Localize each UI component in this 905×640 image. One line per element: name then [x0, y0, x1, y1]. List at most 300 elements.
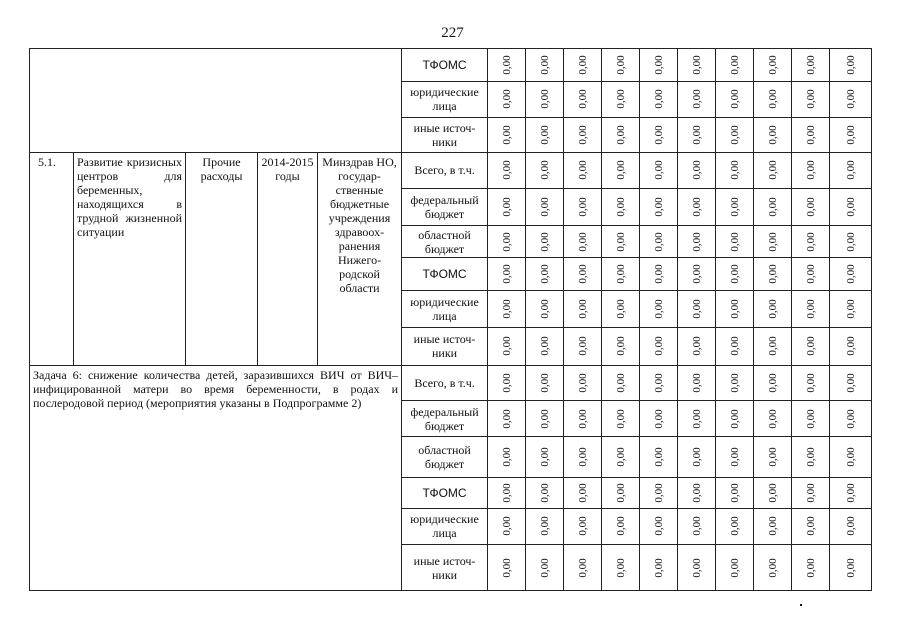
page-mark	[800, 604, 802, 606]
value-text: 0,00	[538, 516, 551, 536]
value-cell	[830, 290, 872, 327]
value-text: 0,00	[766, 89, 779, 109]
value-text: 0,00	[538, 125, 551, 145]
value-cell	[526, 81, 564, 118]
value-text: 0,00	[614, 264, 627, 284]
value-text: 0,00	[728, 373, 741, 393]
value-text: 0,00	[500, 232, 513, 252]
value-cell	[792, 152, 830, 189]
value-text: 0,00	[844, 160, 857, 181]
value-text: 0,00	[728, 232, 741, 252]
value-cell	[830, 400, 872, 437]
value-cell	[792, 545, 830, 591]
value-cell	[792, 478, 830, 509]
value-cell	[754, 437, 792, 478]
value-text: 0,00	[652, 373, 665, 393]
value-text: 0,00	[500, 55, 513, 75]
value-text: 0,00	[804, 516, 817, 536]
value-text: 0,00	[844, 55, 857, 75]
table-row	[30, 49, 872, 82]
value-cell	[716, 290, 754, 327]
value-cell	[640, 258, 678, 291]
value-text: 0,00	[804, 160, 817, 181]
value-text: 0,00	[538, 55, 551, 75]
value-text: 0,00	[614, 197, 627, 217]
value-cell	[526, 545, 564, 591]
value-text: 0,00	[804, 447, 817, 467]
funding-source-label: юридические лица	[402, 81, 488, 118]
activity-executor: Минздрав НО, государ-ственные бюджетные учреждения здравоох-ранения Нижего-родской области	[318, 152, 402, 365]
value-cell	[526, 437, 564, 478]
value-cell	[754, 327, 792, 366]
value-cell	[488, 327, 526, 366]
value-cell	[678, 545, 716, 591]
value-text: 0,00	[766, 264, 779, 284]
value-cell	[754, 366, 792, 401]
value-cell	[792, 327, 830, 366]
value-cell	[678, 258, 716, 291]
value-cell	[792, 437, 830, 478]
value-cell	[678, 508, 716, 545]
value-cell	[754, 258, 792, 291]
value-text: 0,00	[844, 447, 857, 467]
value-text: 0,00	[804, 197, 817, 217]
value-text: 0,00	[652, 125, 665, 145]
value-cell	[716, 545, 754, 591]
value-cell	[488, 545, 526, 591]
value-text: 0,00	[804, 89, 817, 109]
value-text: 0,00	[500, 373, 513, 393]
funding-source-label: юридические лица	[402, 290, 488, 327]
value-text: 0,00	[614, 336, 627, 356]
value-text: 0,00	[614, 516, 627, 536]
value-cell	[830, 225, 872, 258]
value-cell	[830, 189, 872, 226]
value-cell	[792, 81, 830, 118]
value-cell	[602, 225, 640, 258]
value-cell	[526, 118, 564, 153]
value-text: 0,00	[576, 336, 589, 356]
value-cell	[602, 366, 640, 401]
value-cell	[678, 189, 716, 226]
value-cell	[716, 225, 754, 258]
page-number: 227	[441, 25, 464, 41]
value-cell	[792, 225, 830, 258]
value-cell	[564, 189, 602, 226]
value-text: 0,00	[500, 125, 513, 145]
value-text: 0,00	[576, 264, 589, 284]
value-cell	[754, 118, 792, 153]
value-cell	[602, 478, 640, 509]
value-text: 0,00	[614, 483, 627, 503]
value-text: 0,00	[766, 336, 779, 356]
value-text: 0,00	[844, 89, 857, 109]
value-text: 0,00	[804, 232, 817, 252]
value-cell	[716, 189, 754, 226]
expense-type: Прочие расходы	[186, 152, 258, 365]
value-cell	[526, 508, 564, 545]
value-text: 0,00	[538, 89, 551, 109]
value-cell	[754, 81, 792, 118]
value-text: 0,00	[690, 89, 703, 109]
value-text: 0,00	[538, 557, 551, 578]
value-text: 0,00	[652, 557, 665, 578]
value-cell	[754, 545, 792, 591]
value-cell	[640, 545, 678, 591]
value-cell	[488, 189, 526, 226]
value-cell	[754, 152, 792, 189]
value-text: 0,00	[614, 447, 627, 467]
value-text: 0,00	[766, 483, 779, 503]
value-cell	[640, 189, 678, 226]
value-cell	[716, 366, 754, 401]
value-cell	[602, 508, 640, 545]
value-cell	[488, 225, 526, 258]
value-text: 0,00	[538, 336, 551, 356]
value-cell	[830, 118, 872, 153]
value-cell	[488, 437, 526, 478]
value-text: 0,00	[690, 408, 703, 429]
value-text: 0,00	[804, 408, 817, 429]
funding-source-label: ТФОМС	[402, 49, 488, 82]
value-text: 0,00	[844, 232, 857, 252]
value-text: 0,00	[728, 264, 741, 284]
value-text: 0,00	[766, 232, 779, 252]
value-cell	[488, 49, 526, 82]
value-cell	[526, 258, 564, 291]
value-text: 0,00	[690, 264, 703, 284]
value-text: 0,00	[728, 483, 741, 503]
value-text: 0,00	[652, 516, 665, 536]
value-text: 0,00	[690, 299, 703, 319]
value-cell	[640, 225, 678, 258]
value-text: 0,00	[728, 408, 741, 429]
value-text: 0,00	[766, 447, 779, 467]
value-cell	[792, 290, 830, 327]
value-cell	[716, 437, 754, 478]
value-text: 0,00	[804, 125, 817, 145]
value-cell	[488, 258, 526, 291]
value-text: 0,00	[728, 89, 741, 109]
value-text: 0,00	[538, 197, 551, 217]
value-cell	[564, 478, 602, 509]
value-text: 0,00	[538, 408, 551, 429]
value-text: 0,00	[844, 516, 857, 536]
value-text: 0,00	[576, 299, 589, 319]
value-text: 0,00	[804, 336, 817, 356]
value-cell	[716, 400, 754, 437]
value-text: 0,00	[576, 447, 589, 467]
value-cell	[488, 118, 526, 153]
value-cell	[792, 258, 830, 291]
value-text: 0,00	[500, 483, 513, 503]
value-cell	[564, 225, 602, 258]
value-cell	[564, 437, 602, 478]
value-text: 0,00	[652, 160, 665, 181]
activity-years: 2014-2015 годы	[258, 152, 318, 365]
value-text: 0,00	[652, 336, 665, 356]
value-cell	[488, 508, 526, 545]
value-cell	[526, 327, 564, 366]
value-cell	[716, 327, 754, 366]
funding-source-label: иные источ-ники	[402, 545, 488, 591]
value-cell	[602, 152, 640, 189]
value-cell	[678, 400, 716, 437]
value-text: 0,00	[728, 197, 741, 217]
value-text: 0,00	[766, 408, 779, 429]
value-text: 0,00	[844, 125, 857, 145]
value-text: 0,00	[614, 408, 627, 429]
continuation-cell	[30, 49, 402, 153]
value-cell	[754, 400, 792, 437]
value-text: 0,00	[614, 232, 627, 252]
value-text: 0,00	[690, 483, 703, 503]
task-6-description: Задача 6: снижение количества детей, заразившихся ВИЧ от ВИЧ–инфицированной матери во время беременности, в родах и послеродовой период (мероприятия указаны в Подпрограмме 2)	[30, 366, 402, 591]
value-cell	[754, 189, 792, 226]
value-cell	[716, 118, 754, 153]
value-text: 0,00	[500, 336, 513, 356]
value-text: 0,00	[690, 160, 703, 181]
value-text: 0,00	[804, 299, 817, 319]
value-cell	[488, 152, 526, 189]
value-cell	[830, 478, 872, 509]
value-cell	[678, 437, 716, 478]
value-cell	[564, 508, 602, 545]
value-cell	[640, 290, 678, 327]
value-cell	[526, 152, 564, 189]
value-cell	[564, 366, 602, 401]
value-text: 0,00	[614, 160, 627, 181]
value-text: 0,00	[804, 483, 817, 503]
value-cell	[754, 478, 792, 509]
value-cell	[602, 290, 640, 327]
value-text: 0,00	[500, 299, 513, 319]
value-cell	[754, 290, 792, 327]
value-cell	[526, 400, 564, 437]
value-cell	[602, 437, 640, 478]
value-text: 0,00	[538, 447, 551, 467]
value-text: 0,00	[576, 89, 589, 109]
value-text: 0,00	[728, 160, 741, 181]
funding-source-label: иные источ-ники	[402, 118, 488, 153]
value-cell	[716, 258, 754, 291]
value-text: 0,00	[576, 160, 589, 181]
value-text: 0,00	[576, 557, 589, 578]
table-row	[30, 366, 872, 401]
value-cell	[526, 366, 564, 401]
value-text: 0,00	[652, 264, 665, 284]
value-cell	[678, 152, 716, 189]
value-cell	[678, 478, 716, 509]
value-cell	[792, 118, 830, 153]
value-text: 0,00	[844, 373, 857, 393]
funding-source-label: ТФОМС	[402, 478, 488, 509]
value-text: 0,00	[690, 232, 703, 252]
activity-number: 5.1.	[30, 152, 74, 365]
value-text: 0,00	[652, 55, 665, 75]
funding-source-label: Всего, в т.ч.	[402, 152, 488, 189]
value-text: 0,00	[500, 264, 513, 284]
value-text: 0,00	[844, 557, 857, 578]
value-text: 0,00	[728, 447, 741, 467]
value-text: 0,00	[690, 373, 703, 393]
activity-name: Развитие кризисных центров для беременных, находящихся в трудной жизненной ситуации	[74, 152, 186, 365]
value-text: 0,00	[576, 373, 589, 393]
funding-source-label: юридические лица	[402, 508, 488, 545]
value-cell	[640, 366, 678, 401]
value-cell	[792, 49, 830, 82]
value-cell	[602, 49, 640, 82]
value-text: 0,00	[576, 125, 589, 145]
value-text: 0,00	[576, 55, 589, 75]
value-cell	[754, 49, 792, 82]
value-text: 0,00	[652, 197, 665, 217]
value-cell	[678, 118, 716, 153]
value-cell	[526, 290, 564, 327]
value-text: 0,00	[576, 408, 589, 429]
value-text: 0,00	[728, 516, 741, 536]
value-text: 0,00	[844, 483, 857, 503]
value-cell	[488, 478, 526, 509]
value-cell	[640, 118, 678, 153]
value-cell	[640, 327, 678, 366]
value-text: 0,00	[766, 299, 779, 319]
value-cell	[564, 290, 602, 327]
value-text: 0,00	[844, 336, 857, 356]
value-cell	[602, 545, 640, 591]
value-cell	[564, 400, 602, 437]
value-cell	[564, 545, 602, 591]
funding-source-label: областной бюджет	[402, 437, 488, 478]
value-text: 0,00	[690, 336, 703, 356]
value-text: 0,00	[652, 447, 665, 467]
value-cell	[830, 49, 872, 82]
value-text: 0,00	[500, 408, 513, 429]
value-cell	[716, 81, 754, 118]
value-text: 0,00	[804, 373, 817, 393]
value-cell	[716, 152, 754, 189]
value-text: 0,00	[728, 55, 741, 75]
value-cell	[754, 508, 792, 545]
value-cell	[526, 49, 564, 82]
value-cell	[678, 327, 716, 366]
value-cell	[640, 152, 678, 189]
value-text: 0,00	[728, 299, 741, 319]
value-cell	[792, 366, 830, 401]
value-text: 0,00	[804, 264, 817, 284]
value-text: 0,00	[538, 373, 551, 393]
value-text: 0,00	[766, 125, 779, 145]
value-cell	[640, 49, 678, 82]
value-text: 0,00	[500, 160, 513, 181]
value-text: 0,00	[576, 232, 589, 252]
value-text: 0,00	[804, 55, 817, 75]
value-text: 0,00	[614, 557, 627, 578]
value-text: 0,00	[538, 160, 551, 181]
value-text: 0,00	[690, 557, 703, 578]
value-cell	[488, 366, 526, 401]
value-text: 0,00	[766, 516, 779, 536]
value-text: 0,00	[500, 557, 513, 578]
value-cell	[830, 327, 872, 366]
value-cell	[678, 290, 716, 327]
value-cell	[792, 189, 830, 226]
value-text: 0,00	[500, 447, 513, 467]
value-cell	[488, 290, 526, 327]
budget-table	[29, 48, 872, 591]
value-text: 0,00	[844, 197, 857, 217]
value-text: 0,00	[652, 483, 665, 503]
value-cell	[640, 437, 678, 478]
value-cell	[754, 225, 792, 258]
value-cell	[640, 400, 678, 437]
value-cell	[830, 152, 872, 189]
value-cell	[792, 508, 830, 545]
value-cell	[526, 189, 564, 226]
value-cell	[830, 508, 872, 545]
funding-source-label: иные источ-ники	[402, 327, 488, 366]
value-text: 0,00	[766, 197, 779, 217]
value-cell	[564, 118, 602, 153]
value-cell	[602, 81, 640, 118]
value-cell	[716, 49, 754, 82]
funding-source-label: федеральный бюджет	[402, 189, 488, 226]
value-text: 0,00	[728, 125, 741, 145]
value-cell	[640, 81, 678, 118]
value-cell	[602, 400, 640, 437]
value-cell	[564, 152, 602, 189]
value-text: 0,00	[728, 336, 741, 356]
value-text: 0,00	[766, 557, 779, 578]
value-text: 0,00	[652, 299, 665, 319]
funding-source-label: областной бюджет	[402, 225, 488, 258]
value-text: 0,00	[652, 408, 665, 429]
value-text: 0,00	[844, 408, 857, 429]
value-cell	[640, 478, 678, 509]
funding-source-label: Всего, в т.ч.	[402, 366, 488, 401]
value-text: 0,00	[576, 516, 589, 536]
value-text: 0,00	[500, 89, 513, 109]
value-text: 0,00	[766, 373, 779, 393]
value-cell	[678, 366, 716, 401]
value-text: 0,00	[690, 55, 703, 75]
value-cell	[678, 81, 716, 118]
value-cell	[526, 225, 564, 258]
value-cell	[716, 478, 754, 509]
value-cell	[488, 81, 526, 118]
value-text: 0,00	[538, 232, 551, 252]
value-text: 0,00	[538, 483, 551, 503]
value-cell	[830, 366, 872, 401]
value-text: 0,00	[614, 299, 627, 319]
value-text: 0,00	[844, 264, 857, 284]
value-cell	[678, 49, 716, 82]
value-cell	[716, 508, 754, 545]
value-cell	[792, 400, 830, 437]
value-text: 0,00	[576, 197, 589, 217]
value-text: 0,00	[690, 516, 703, 536]
value-cell	[830, 81, 872, 118]
value-cell	[564, 81, 602, 118]
value-cell	[564, 49, 602, 82]
value-text: 0,00	[538, 299, 551, 319]
value-text: 0,00	[766, 160, 779, 181]
value-cell	[526, 478, 564, 509]
value-text: 0,00	[614, 373, 627, 393]
value-cell	[602, 327, 640, 366]
value-text: 0,00	[614, 125, 627, 145]
value-cell	[602, 189, 640, 226]
